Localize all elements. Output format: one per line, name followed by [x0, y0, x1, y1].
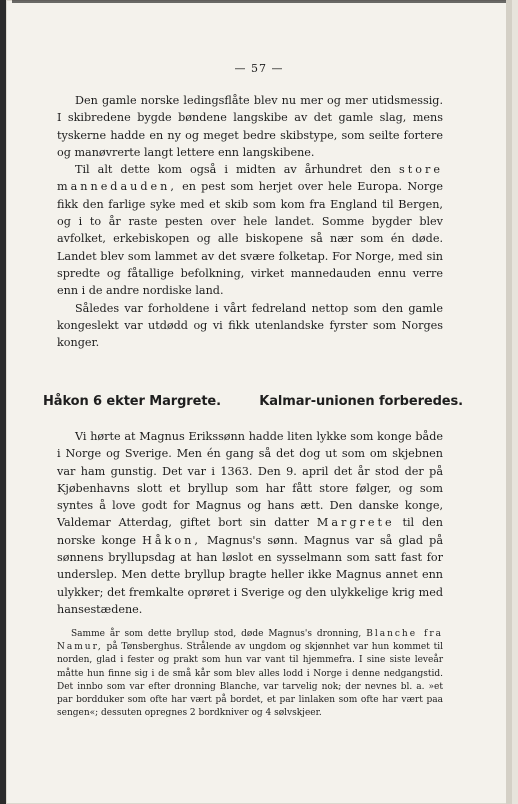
paragraph-blanche: Samme år som dette bryllup stod, døde Magnus's dronning, Blanche fra Namur, på Tønsberghus. Strålende av ungdom og skjønnhet var hun kommet til norden, glad i fester og prakt som hun var vant til hjemmefra. I sine siste leveår måtte hun finne sig i de små kår som blev alles lodd i Norge i denne nedgangstid. Det innbo som var efter dronning Blanche, var tarvelig nok; der nevnes bl. a. »et par bordduker som ofte har vært på bordet, et par linlaken som ofte har vært paa sengen«; dessuten opregnes 2 bordkniver og 4 sølvskjeer.: [57, 629, 443, 719]
paragraph-mannedauden: Til alt dette kom også i midten av århundret den store mannedauden, en pest som herjet over hele Europa. Norge fikk den farlige syke med et skib som kom fra England til Bergen, og i to år raste pesten over hele landet. Somme bygder blev avfolket, erkebiskopen og alle biskopene så nær som én døde. Landet blev som lammet av det svære folketap. For Norge, med sin spredte og fåtallige befolkning, virket mannedauden ennu verre enn i de andre nordiske land.: [57, 163, 443, 298]
scan-edge-top: [12, 0, 506, 3]
paragraph-bryllup: Vi hørte at Magnus Erikssønn hadde liten lykke som konge både i Norge og Sverige. Men én gang så det dog ut som om skjebnen var ham gunstig. Det var i 1363. Den 9. april det år stod der på Kjøbenhavns slott et bryllup som har fått store følger, og som syntes å love godt for Magnus og hans ætt. Den danske konge, Valdemar Atterdag, giftet bort sin datter Margrete til den norske konge Håkon, Magnus's sønn. Magnus var så glad på sønnens bryllupsdag at han løslot en sysselmann som satt fast for underslep. Men dette bryllup bragte heller ikke Magnus annet enn ulykker; det fremkalte oprøret i Sverige og den ulykkelige krig med hansestædene.: [57, 430, 443, 616]
emphasis-margrete: Margrete: [316, 516, 395, 530]
heading-left: Håkon 6 ekter Margrete.: [43, 394, 221, 409]
section-intro: [57, 92, 443, 351]
section-heading: [43, 394, 463, 409]
section-hakon: [57, 428, 443, 618]
paragraph-ledingsflate: Den gamle norske ledingsflåte blev nu mer og mer utidsmessig. I skibredene bygde bøndene langskibe av det gamle slag, mens tyskerne hadde en ny og meget bedre skibstype, som seilte fortere og manøvrerte langt lettere enn langskibene.: [57, 94, 443, 159]
emphasis-hakon: Håkon,: [142, 533, 201, 547]
small-print-note: [57, 628, 443, 720]
paragraph-forholdene: Således var forholdene i vårt fedreland nettop som den gamle kongeslekt var utdødd og vi fikk utenlandske fyrster som Norges konger.: [57, 301, 443, 350]
page-number: — 57 —: [234, 62, 284, 75]
emphasis-blanche: Blanche fra Namur,: [57, 629, 443, 653]
book-page: [6, 0, 512, 804]
emphasis-store-mannedauden: store mannedauden,: [57, 163, 443, 194]
heading-right: Kalmar-unionen forberedes.: [259, 394, 463, 409]
scan-edge-right: [506, 0, 512, 804]
